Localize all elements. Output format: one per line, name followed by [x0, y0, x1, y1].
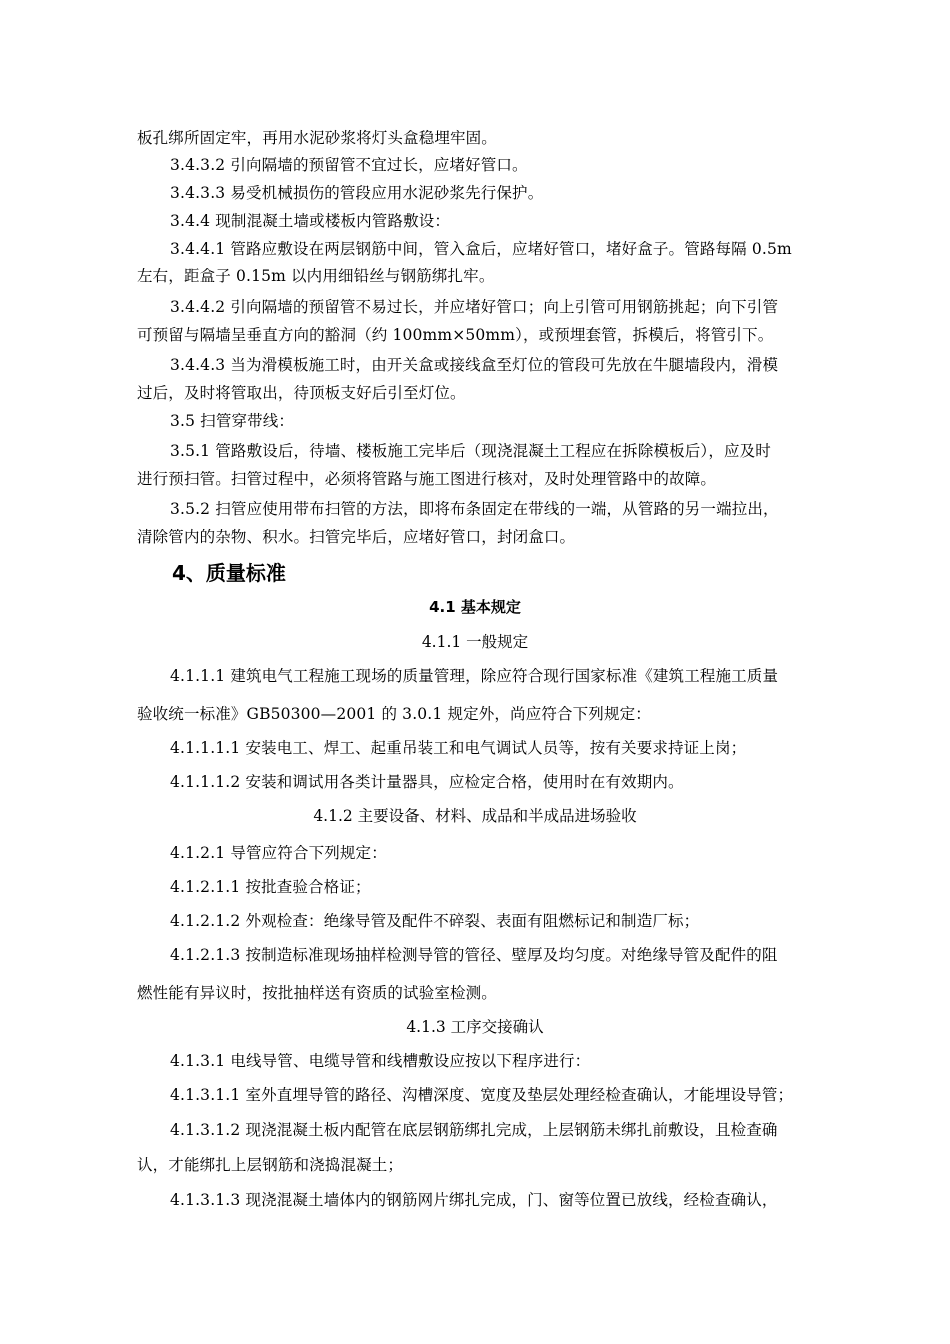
paragraph-line: 燃性能有异议时，按批抽样送有资质的试验室检测。 — [137, 984, 497, 1002]
paragraph-line: 4.1.2.1.2 外观检查：绝缘导管及配件不碎裂、表面有阻燃标记和制造厂标； — [170, 912, 700, 930]
paragraph-line: 4.1.3.1.1 室外直埋导管的路径、沟槽深度、宽度及垫层处理经检查确认，才能埋设导管； — [170, 1086, 794, 1104]
paragraph-line: 左右，距盒子 0.15m 以内用细铅丝与钢筋绑扎牢。 — [137, 267, 495, 285]
paragraph-line: 3.5.2 扫管应使用带布扫管的方法，即将布条固定在带线的一端，从管路的另一端拉出， — [170, 500, 779, 518]
paragraph-line: 4.1.1.1 建筑电气工程施工现场的质量管理，除应符合现行国家标准《建筑工程施工质量 — [170, 667, 779, 685]
paragraph-line: 清除管内的杂物、积水。扫管完毕后，应堵好管口，封闭盒口。 — [137, 528, 576, 546]
paragraph-line: 3.4.3.3 易受机械损伤的管段应用水泥砂浆先行保护。 — [170, 184, 544, 202]
paragraph-line: 可预留与隔墙呈垂直方向的豁洞（约 100mm×50mm），或预埋套管，拆模后，将管引下。 — [137, 326, 774, 344]
paragraph-line: 3.4.4.1 管路应敷设在两层钢筋中间，管入盒后，应堵好管口，堵好盒子。管路每隔 0.5m — [170, 240, 792, 258]
paragraph-line: 4.1.1.1.1 安装电工、焊工、起重吊装工和电气调试人员等，按有关要求持证上岗； — [170, 739, 747, 757]
paragraph-line: 3.4.4 现制混凝土墙或楼板内管路敷设： — [170, 212, 451, 230]
paragraph-line: 4.1.3.1.2 现浇混凝土板内配管在底层钢筋绑扎完成，上层钢筋未绑扎前敷设，且检查确 — [170, 1121, 778, 1139]
paragraph-line: 验收统一标准》GB50300—2001 的 3.0.1 规定外，尚应符合下列规定： — [137, 705, 651, 723]
sub-subsection-heading: 4.1.3 工序交接确认 — [406, 1018, 544, 1036]
paragraph-line: 3.5.1 管路敷设后，待墙、楼板施工完毕后（现浇混凝土工程应在拆除模板后），应及时 — [170, 442, 771, 460]
paragraph-line: 3.4.4.2 引向隔墙的预留管不易过长，并应堵好管口；向上引管可用钢筋挑起；向下引管 — [170, 298, 779, 316]
paragraph-line: 3.4.4.3 当为滑模板施工时，由开关盒或接线盒至灯位的管段可先放在牛腿墙段内，滑模 — [170, 356, 779, 374]
paragraph-line: 3.5 扫管穿带线： — [170, 412, 295, 430]
subsection-heading: 4.1 基本规定 — [429, 598, 521, 616]
paragraph-line: 认，才能绑扎上层钢筋和浇捣混凝土； — [137, 1156, 404, 1174]
paragraph-line: 过后，及时将管取出，待顶板支好后引至灯位。 — [137, 384, 466, 402]
paragraph-line: 4.1.1.1.2 安装和调试用各类计量器具，应检定合格，使用时在有效期内。 — [170, 773, 684, 791]
section-heading: 4、质量标准 — [172, 561, 286, 585]
paragraph-line: 3.4.3.2 引向隔墙的预留管不宜过长，应堵好管口。 — [170, 156, 528, 174]
sub-subsection-heading: 4.1.2 主要设备、材料、成品和半成品进场验收 — [313, 807, 637, 825]
paragraph-line: 4.1.3.1 电线导管、电缆导管和线槽敷设应按以下程序进行： — [170, 1052, 591, 1070]
paragraph-line: 进行预扫管。扫管过程中，必须将管路与施工图进行核对，及时处理管路中的故障。 — [137, 470, 717, 488]
paragraph-line: 4.1.2.1.3 按制造标准现场抽样检测导管的管径、壁厚及均匀度。对绝缘导管及配件的阻 — [170, 946, 778, 964]
sub-subsection-heading: 4.1.1 一般规定 — [421, 633, 529, 651]
paragraph-line: 4.1.2.1.1 按批查验合格证； — [170, 878, 371, 896]
paragraph-line: 板孔绑所固定牢，再用水泥砂浆将灯头盒稳埋牢固。 — [137, 129, 497, 147]
paragraph-line: 4.1.2.1 导管应符合下列规定： — [170, 844, 387, 862]
paragraph-line: 4.1.3.1.3 现浇混凝土墙体内的钢筋网片绑扎完成，门、窗等位置已放线，经检查确认， — [170, 1191, 778, 1209]
